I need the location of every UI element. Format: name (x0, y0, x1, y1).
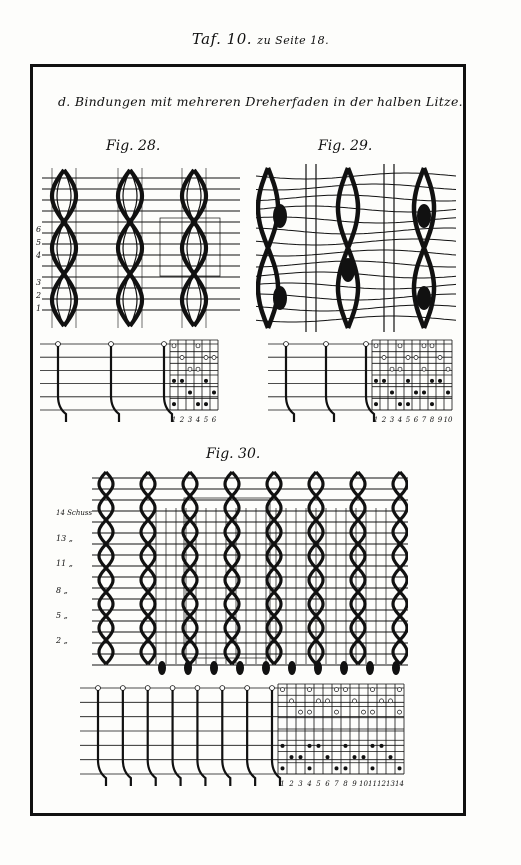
fig-29-draft-open-mark (382, 356, 386, 360)
fig-30-draft-column-number: 11 (368, 780, 377, 788)
fig-29-label: Fig. 29. (318, 138, 373, 154)
warp-end-knot (158, 661, 166, 675)
fig-30-weave (92, 468, 408, 680)
fig-29-draft-filled-mark (406, 379, 410, 383)
fig-29-draft-column-number: 7 (421, 416, 427, 424)
row-label: 5 „ (56, 611, 68, 620)
fig-30-draft-doup-needle (123, 690, 131, 786)
fig-30-draft-doup-needle (197, 690, 205, 786)
fig-28-draft-column-number: 6 (211, 416, 217, 424)
row-number: 3 (36, 278, 42, 287)
doup-thread (118, 170, 142, 326)
fig-30-draft-doup-needle (148, 690, 156, 786)
fig-30-draft-open-mark (281, 688, 285, 692)
fig-29-draft-column-number: 5 (405, 416, 411, 424)
fig-28-draft-open-mark (180, 356, 184, 360)
fig-30-draft-eyelet (245, 686, 250, 691)
plate-title: d. Bindungen mit mehreren Dreherfaden in der halben Litze. (58, 94, 463, 109)
fig-30-draft-filled-mark (299, 755, 303, 759)
fig-30-draft-column-number: 8 (343, 780, 348, 788)
fig-28-draft-open-mark (172, 344, 176, 348)
fig-29-draft-eyelet (324, 342, 329, 347)
fig-29-draft-open-mark (406, 356, 410, 360)
binding-point (341, 258, 355, 282)
doup-thread-outline (187, 170, 201, 326)
fig-29-draft-filled-mark (398, 402, 402, 406)
fig-30-draft-filled-mark (317, 744, 321, 748)
binding-point (273, 204, 287, 228)
fig-30-draft-open-mark (308, 710, 312, 714)
fig-29-draft-filled-mark (382, 379, 386, 383)
binding-point (417, 204, 431, 228)
fig-30-draft-filled-mark (371, 744, 375, 748)
fig-29-draft-filled-mark (430, 379, 434, 383)
fig-30-draft-column-number: 14 (395, 780, 404, 788)
fig-30-draft-open-mark (398, 710, 402, 714)
fig-30-draft-open-mark (353, 699, 357, 703)
doup-thread (118, 170, 142, 326)
fig-28-draft-column-number: 3 (187, 416, 193, 424)
fig-29-draft-column-number: 1 (373, 416, 379, 424)
doup-thread-outline (123, 170, 137, 326)
fig-30-draft-filled-mark (335, 766, 339, 770)
fig-30-draft-eyelet (195, 686, 200, 691)
fig-30-draft-open-mark (335, 710, 339, 714)
warp-end-knot (392, 661, 400, 675)
fig-30-draft-column-number: 1 (280, 780, 285, 788)
fig-29-draft-eyelet (284, 342, 289, 347)
fig-28-draft-column-number: 4 (195, 416, 201, 424)
doup-thread (52, 170, 76, 326)
fig-29-draft (268, 336, 454, 426)
page-reference: zu Seite 18. (257, 34, 330, 47)
fig-30-draft-doup-needle (98, 690, 106, 786)
fig-30-draft-eyelet (170, 686, 175, 691)
fig-29-draft-column-number: 8 (429, 416, 435, 424)
fig-30-draft-open-mark (308, 688, 312, 692)
fig-30-draft-open-mark (398, 688, 402, 692)
fig-30-draft-column-number: 4 (307, 780, 312, 788)
fig-30-draft-column-number: 12 (377, 780, 386, 788)
fig-29-draft-column-number: 4 (397, 416, 403, 424)
binding-point (273, 286, 287, 310)
fig-30-draft-open-mark (317, 699, 321, 703)
fig-28-draft-filled-mark (204, 379, 208, 383)
fig-30-draft-open-mark (371, 688, 375, 692)
fig-29-draft-open-mark (438, 356, 442, 360)
fig-30-draft-filled-mark (353, 755, 357, 759)
fig-30-draft-open-mark (344, 688, 348, 692)
fig-29-draft-column-number: 3 (389, 416, 395, 424)
fig-29-draft-eyelet (364, 342, 369, 347)
fig-28-draft-filled-mark (172, 379, 176, 383)
fig-29-draft-filled-mark (414, 391, 418, 395)
fig-30-draft (80, 680, 410, 790)
row-label: 8 „ (56, 586, 68, 595)
fig-28-draft-open-mark (212, 356, 216, 360)
fig-29-weave (256, 164, 456, 332)
fig-28-draft-eyelet (56, 342, 61, 347)
row-label: 13 „ (56, 534, 73, 543)
fig-29-draft-open-mark (446, 367, 450, 371)
fig-30-draft-open-mark (299, 710, 303, 714)
fig-28-draft-open-mark (196, 367, 200, 371)
fig-30-draft-open-mark (371, 710, 375, 714)
row-number: 1 (36, 304, 42, 313)
warp-end-knot (184, 661, 192, 675)
fig-28-draft-open-mark (204, 356, 208, 360)
doup-thread-outline (57, 170, 71, 326)
fig-28-draft-filled-mark (188, 391, 192, 395)
fig-29-draft-open-mark (398, 344, 402, 348)
fig-28-draft-eyelet (162, 342, 167, 347)
fig-29-draft-open-mark (422, 367, 426, 371)
fig-29-draft-open-mark (422, 344, 426, 348)
fig-30-draft-filled-mark (371, 766, 375, 770)
fig-30-draft-column-number: 5 (316, 780, 321, 788)
fig-30-draft-filled-mark (362, 755, 366, 759)
doup-thread-outline (187, 170, 201, 326)
fig-29-draft-open-mark (374, 344, 378, 348)
fig-28-draft-open-mark (196, 344, 200, 348)
doup-thread (182, 170, 206, 326)
fig-30-draft-doup-needle (247, 690, 255, 786)
fig-30-draft-filled-mark (308, 766, 312, 770)
fig-30-draft-filled-mark (281, 766, 285, 770)
fig-30-draft-filled-mark (290, 755, 294, 759)
binding-point (417, 286, 431, 310)
plate-number: Taf. 10. (191, 30, 253, 48)
row-label: 11 „ (56, 559, 73, 568)
fig-30-draft-open-mark (290, 699, 294, 703)
fig-28-draft-column-number: 2 (179, 416, 185, 424)
fig-28-draft-column-number: 1 (171, 416, 177, 424)
fig-28-draft-eyelet (109, 342, 114, 347)
fig-30-draft-doup-needle (173, 690, 181, 786)
fig-28-draft-filled-mark (212, 391, 216, 395)
fig-28-draft-filled-mark (196, 402, 200, 406)
fig-29-draft-column-number: 2 (381, 416, 387, 424)
fig-29-draft-column-number: 9 (437, 416, 443, 424)
fig-29-draft-open-mark (414, 356, 418, 360)
fig-30-draft-eyelet (96, 686, 101, 691)
fig-28-weave (42, 168, 240, 328)
fig-30-draft-column-number: 9 (352, 780, 357, 788)
fig-29-draft-filled-mark (430, 402, 434, 406)
fig-30-draft-column-number: 13 (386, 780, 395, 788)
fig-29-draft-filled-mark (374, 379, 378, 383)
fig-28-draft-open-mark (188, 367, 192, 371)
row-number: 4 (36, 251, 42, 260)
fig-29-draft-filled-mark (438, 379, 442, 383)
fig-29-draft-filled-mark (406, 402, 410, 406)
warp-end-knot (340, 661, 348, 675)
warp-end-knot (288, 661, 296, 675)
fig-30-draft-column-number: 2 (289, 780, 294, 788)
warp-end-knot (314, 661, 322, 675)
row-label: 14 Schuss (56, 509, 93, 517)
fig-29-draft-filled-mark (422, 391, 426, 395)
fig-29-draft-filled-mark (390, 391, 394, 395)
fig-30-draft-open-mark (335, 688, 339, 692)
fig-29-draft-open-mark (430, 344, 434, 348)
fig-29-draft-column-number: 6 (413, 416, 419, 424)
warp-end-knot (262, 661, 270, 675)
fig-30-row-labels (56, 510, 92, 650)
fig-30-draft-filled-mark (398, 766, 402, 770)
fig-30-draft-column-number: 3 (298, 780, 303, 788)
fig-30-label: Fig. 30. (206, 446, 261, 462)
fig-29-draft-filled-mark (374, 402, 378, 406)
fig-30-draft-eyelet (270, 686, 275, 691)
fig-28-draft-filled-mark (172, 402, 176, 406)
fig-30-draft-filled-mark (326, 755, 330, 759)
doup-thread (182, 170, 206, 326)
fig-29-draft-open-mark (390, 367, 394, 371)
fig-30-draft-doup-needle (272, 690, 280, 786)
row-number: 2 (36, 291, 42, 300)
fig-30-draft-column-number: 7 (334, 780, 339, 788)
fig-30-draft-filled-mark (344, 766, 348, 770)
fig-30-draft-column-number: 10 (359, 780, 368, 788)
warp-end-knot (210, 661, 218, 675)
fig-28-draft-column-number: 5 (203, 416, 209, 424)
row-label: 2 „ (56, 636, 68, 645)
warp-end-knot (236, 661, 244, 675)
fig-30-draft-open-mark (326, 699, 330, 703)
row-number: 6 (36, 225, 42, 234)
doup-thread-outline (123, 170, 137, 326)
fig-30-draft-open-mark (380, 699, 384, 703)
fig-30-draft-eyelet (220, 686, 225, 691)
fig-30-draft-open-mark (389, 699, 393, 703)
fig-30-draft-eyelet (145, 686, 150, 691)
fig-29-draft-column-number: 10 (443, 416, 453, 424)
doup-thread (52, 170, 76, 326)
fig-30-draft-open-mark (362, 710, 366, 714)
fig-30-draft-filled-mark (380, 744, 384, 748)
fig-29-draft-filled-mark (446, 391, 450, 395)
fig-30-draft-doup-needle (222, 690, 230, 786)
fig-29-draft-open-mark (398, 367, 402, 371)
warp-end-knot (366, 661, 374, 675)
fig-30-draft-filled-mark (389, 755, 393, 759)
fig-30-draft-column-number: 6 (325, 780, 330, 788)
fig-30-draft-filled-mark (308, 744, 312, 748)
fig-28-draft-filled-mark (204, 402, 208, 406)
doup-thread-outline (57, 170, 71, 326)
fig-30-draft-filled-mark (344, 744, 348, 748)
fig-30-draft-filled-mark (281, 744, 285, 748)
plate-header (0, 30, 521, 48)
fig-28-draft (40, 336, 220, 426)
fig-28-label: Fig. 28. (106, 138, 161, 154)
row-number: 5 (36, 238, 42, 247)
fig-28-draft-filled-mark (180, 379, 184, 383)
fig-30-draft-eyelet (120, 686, 125, 691)
